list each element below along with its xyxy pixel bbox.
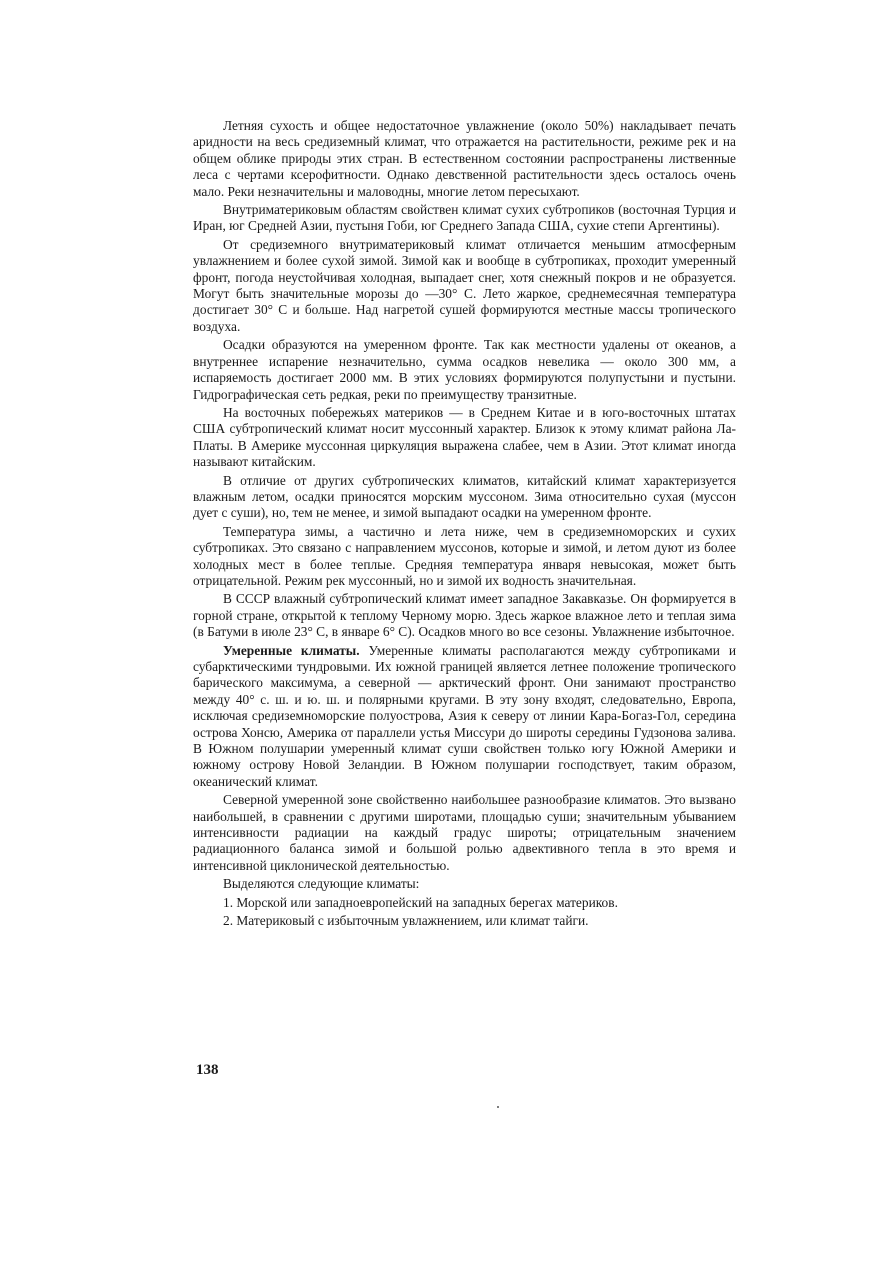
paragraph-precipitation (193, 337, 736, 403)
paragraph-text: Осадки образуются на умеренном фронте. Так как местности удалены от океанов, а внутреннее испарение незначительно, сумма осадков невелика — около 300 мм, а испаряемость достигает 2000 мм. В этих условиях формируются полупустыни и пустыни. Гидрографическая сеть редкая, реки по преимуществу транзитные. (193, 337, 736, 402)
paragraph-continental-climate (193, 237, 736, 335)
paragraph-climates-intro (193, 876, 736, 892)
paragraph-text: Температура зимы, а частично и лета ниже, чем в средиземноморских и сухих субтропиках. Это связано с направлением муссонов, которые и зимой, и летом дуют из более холодных мест в более теплые. Средняя температура января невысокая, может быть отрицательной. Режим рек муссонный, но и зимой их водность значительная. (193, 523, 736, 588)
paragraph-text: Северной умеренной зоне свойственно наибольшее разнообразие климатов. Это вызвано наибольшей, в сравнении с другими широтами, площадью суши; значительным убыванием интенсивности радиации на каждый градус широты; отрицательным значением радиационного баланса зимой и большой ролью адвективного тепла в это время и интенсивной циклонической деятельностью. (193, 792, 736, 873)
section-heading: Умеренные климаты. (223, 642, 360, 658)
page-body (193, 118, 736, 932)
paragraph-ussr-transcaucasia (193, 591, 736, 640)
paragraph-dry-subtropics (193, 202, 736, 235)
paragraph-text: От средиземного внутриматериковый климат отличается меньшим атмосферным увлажнением и более сухой зимой. Зимой как и вообще в субтропиках, проходит умеренный фронт, погода неустойчивая холодная, выпадает снег, хотя снежный покров и не образуется. Могут быть значительные морозы до —30° С. Лето жаркое, среднемесячная температура достигает 30° С и больше. Над нагретой сушей формируются местные массы тропического воздуха. (193, 236, 736, 334)
paragraph-temperate-climates (193, 643, 736, 791)
paragraph-text: На восточных побережьях материков — в Среднем Китае и в юго-восточных штатах США субтропический климат носит муссонный характер. Близок к этому климат района Ла-Платы. В Америке муссонная циркуляция выражена слабее, чем в Азии. Этот климат иногда называют китайским. (193, 404, 736, 470)
paragraph-text: В отличие от других субтропических климатов, китайский климат характеризуется влажным летом, осадки приносятся морским муссоном. Зима относительно сухая (муссон дует с суши), но, тем не менее, и зимой выпадают осадки на умеренном фронте. (193, 472, 736, 521)
paragraph-text: Летняя сухость и общее недостаточное увлажнение (около 50%) накладывает печать аридности на весь средиземный климат, что отражается на растительности, режиме рек и на общем облике природы этих стран. В естественном состоянии распространены лиственные леса с чертами ксерофитности. Однако девственной растительности здесь осталось очень мало. Реки незначительны и маловодны, многие летом пересыхают. (193, 118, 736, 199)
paragraph-summer-dryness (193, 118, 736, 200)
page-number: 138 (196, 1062, 219, 1078)
paragraph-text: Умеренные климаты располагаются между субтропиками и субарктическими тундровыми. Их южной границей является летнее положение тропического барического максимума, а северной — арктический фронт. Они занимают пространство между 40° с. ш. и ю. ш. и полярными кругами. В эту зону входят, следовательно, Европа, исключая средиземноморские полуострова, Азия к северу от линии Кара-Богаз-Гол, середина острова Хонсю, Америка от параллели устья Миссури до широты середины Гудзонова залива. В Южном полушарии умеренный климат суши свойствен только югу Южной Америки и южному острову Новой Зеландии. В Южном полушарии господствует, таким образом, океанический климат. (193, 642, 736, 789)
paragraph-chinese-climate (193, 473, 736, 522)
scan-speck (497, 1106, 499, 1108)
list-item: 1. Морской или западноевропейский на западных берегах материков. (223, 894, 618, 910)
paragraph-monsoon-coasts (193, 405, 736, 471)
paragraph-text: Внутриматериковым областям свойствен климат сухих субтропиков (восточная Турция и Иран, юг Средней Азии, пустыня Гоби, юг Среднего Запада США, сухие степи Аргентины). (193, 202, 736, 234)
paragraph-temperature (193, 524, 736, 590)
climate-list (193, 895, 736, 930)
paragraph-text: В СССР влажный субтропический климат имеет западное Закавказье. Он формируется в горной стране, открытой к теплому Черному морю. Здесь жаркое влажное лето и теплая зима (в Батуми в июле 23° С, в январе 6° С). Осадков много во все сезоны. Увлажнение избыточное. (193, 591, 736, 640)
paragraph-text: Выделяются следующие климаты: (223, 876, 420, 892)
list-item: 2. Материковый с избыточным увлажнением, или климат тайги. (223, 913, 589, 929)
paragraph-northern-zone (193, 792, 736, 874)
